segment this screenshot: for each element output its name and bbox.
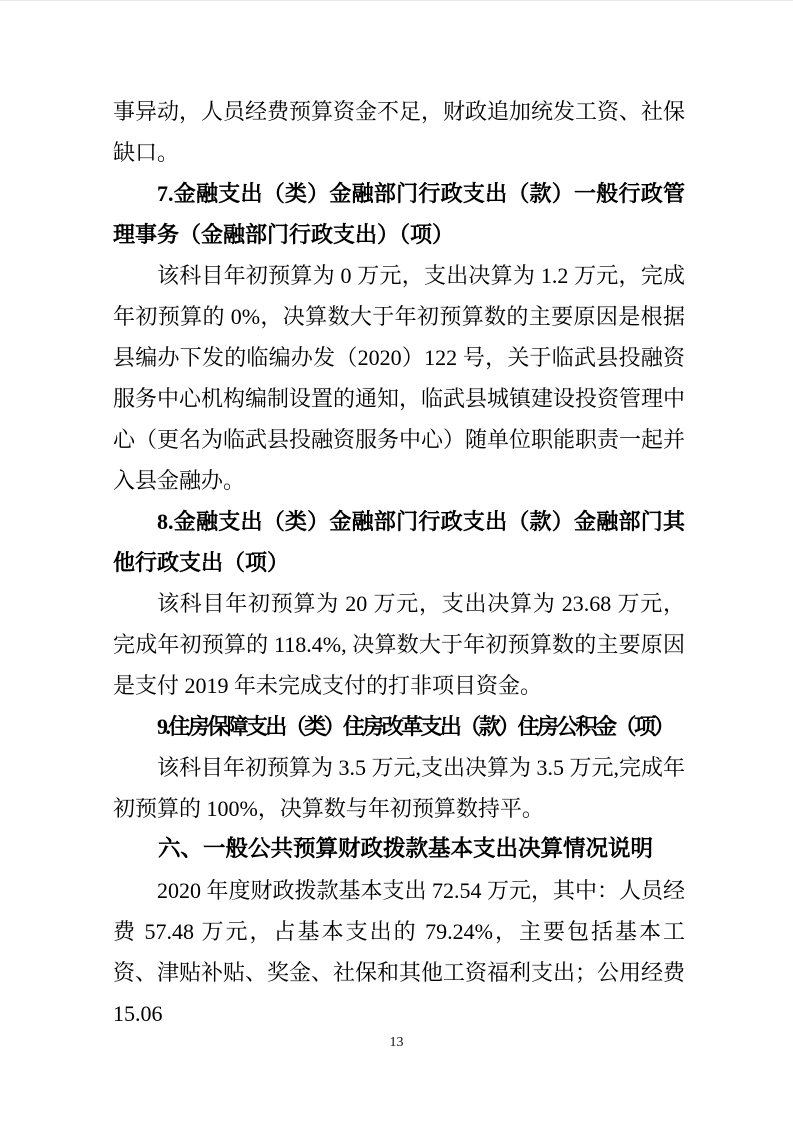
heading-section-6-basic-expenditure: 六、一般公共预算财政拨款基本支出决算情况说明 [158,836,654,862]
document-text-body [113,91,685,1034]
paragraph-basic-expenditure-detail: 2020 年度财政拨款基本支出 72.54 万元，其中：人员经费 57.48 万元，占基本支出的 79.24%，主要包括基本工资、津贴补贴、奖金、社保和其他工资福利支出；公用经费 15.06 [113,878,686,1026]
heading-8-finance-other-admin: 8.金融支出（类）金融部门行政支出（款）金融部门其他行政支出（项） [113,509,685,575]
paragraph-continuation-personnel-funds: 事异动，人员经费预算资金不足，财政追加统发工资、社保缺口。 [113,99,686,165]
heading-7-finance-general-admin: 7.金融支出（类）金融部门行政支出（款）一般行政管理事务（金融部门行政支出）（项） [113,181,685,247]
page-number: 13 [389,1035,404,1050]
heading-9-housing-fund: 9.住房保障支出（类）住房改革支出（款）住房公积金（项） [157,714,673,739]
paragraph-9-budget-explanation: 该科目年初预算为 3.5 万元,支出决算为 3.5 万元,完成年初预算的 100%，决算数与年初预算数持平。 [113,755,686,821]
paragraph-7-budget-explanation: 该科目年初预算为 0 万元，支出决算为 1.2 万元，完成年初预算的 0%，决算数大于年初预算数的主要原因是根据县编办下发的临编办发（2020）122 号，关于临武县投融资服务中心机构编制设置的通知，临武县城镇建设投资管理中心（更名为临武县投融资服务中心）随单位职能职责一起并入县金融办。 [113,263,686,493]
paragraph-8-budget-explanation: 该科目年初预算为 20 万元，支出决算为 23.68 万元，完成年初预算的 118.4%, 决算数大于年初预算数的主要原因是支付 2019 年未完成支付的打非项目资金。 [113,591,685,698]
